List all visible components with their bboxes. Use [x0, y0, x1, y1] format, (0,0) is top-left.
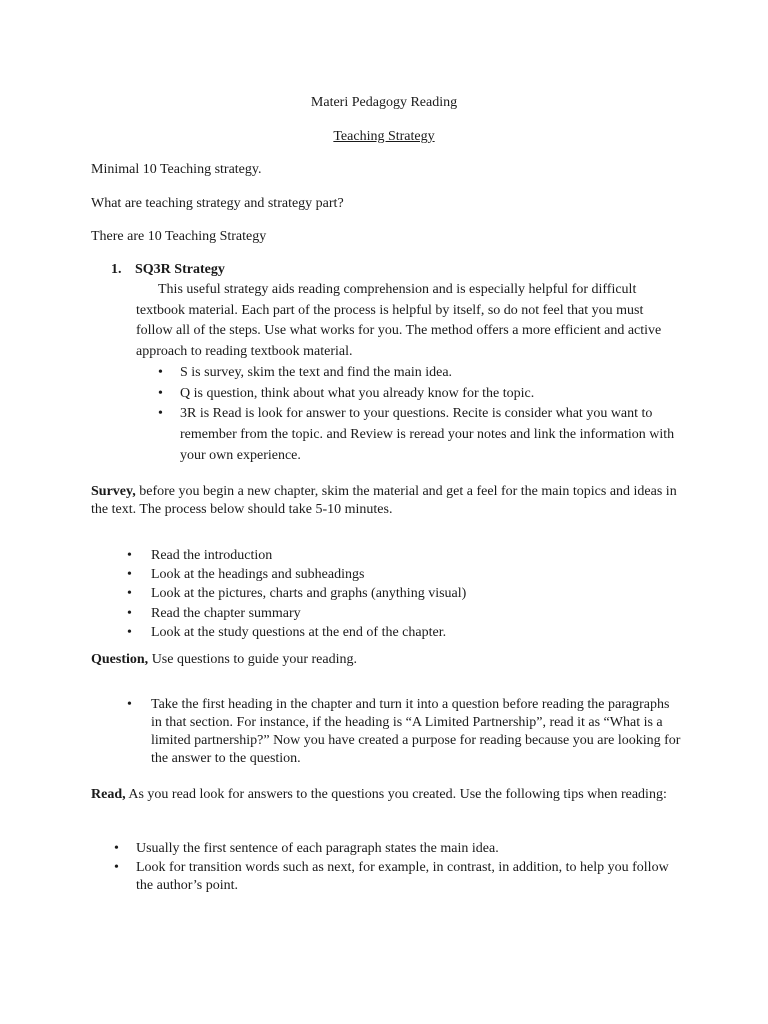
- list-item: [127, 565, 671, 584]
- bullet-icon: •: [127, 624, 132, 640]
- read-paragraph: [91, 786, 681, 804]
- list-item: [158, 363, 680, 384]
- sq3r-bullet-list: [158, 363, 680, 467]
- read-text: As you read look for answers to the questions you created. Use the following tips when reading:: [125, 787, 667, 802]
- question-paragraph: [91, 651, 681, 669]
- strategy-heading: [111, 261, 225, 279]
- list-item-text: Q is question, think about what you already know for the topic.: [180, 385, 535, 401]
- survey-text: before you begin a new chapter, skim the material and get a feel for the main topics and ideas in the text. The process below should take 5-10 minutes.: [91, 484, 677, 517]
- list-item-text: Read the introduction: [151, 548, 273, 563]
- bullet-icon: •: [114, 841, 119, 856]
- survey-paragraph: [91, 483, 681, 519]
- intro-line-1: Minimal 10 Teaching strategy.: [91, 162, 262, 177]
- document-title: Materi Pedagogy Reading: [310, 95, 458, 110]
- list-item-text: Take the first heading in the chapter and turn it into a question before reading the paragraphs in that section. For instance, if the heading is “A Limited Partnership”, read it as “What is a limited partnership?” Now you have created a purpose for reading because you are looking for the answer to the question.: [151, 697, 681, 766]
- list-item: [127, 623, 671, 642]
- document-subtitle: Teaching Strategy: [333, 129, 435, 144]
- read-bullet-list: [114, 840, 681, 896]
- list-item-text: Read the chapter summary: [151, 605, 301, 621]
- strategy-number: 1.: [111, 262, 122, 277]
- bullet-icon: •: [127, 567, 132, 583]
- bullet-icon: •: [158, 365, 163, 380]
- question-label: Question,: [91, 652, 149, 667]
- list-item-text: S is survey, skim the text and find the main idea.: [180, 365, 453, 380]
- list-item: [114, 840, 681, 858]
- list-item-text: Look at the study questions at the end of the chapter.: [151, 624, 447, 640]
- question-bullet-list: [127, 696, 681, 768]
- list-item-text: Look for transition words such as next, for example, in contrast, in addition, to help you follow the author’s point.: [136, 860, 669, 893]
- list-item: [114, 859, 681, 895]
- list-item: [127, 584, 671, 603]
- list-item-text: Look at the pictures, charts and graphs (anything visual): [151, 586, 467, 602]
- list-item: [127, 696, 681, 768]
- list-item-text: Look at the headings and subheadings: [151, 567, 365, 583]
- list-item-text: 3R is Read is look for answer to your questions. Recite is consider what you want to remember from the topic. and Review is reread your notes and link the information with your own experience.: [180, 406, 675, 463]
- bullet-icon: •: [127, 586, 132, 602]
- list-item: [158, 404, 680, 466]
- list-item: [127, 604, 671, 623]
- bullet-icon: •: [127, 697, 132, 712]
- list-item: [127, 546, 671, 565]
- list-item-text: Usually the first sentence of each paragraph states the main idea.: [136, 841, 499, 856]
- strategy-description: This useful strategy aids reading comprehension and is especially helpful for difficult textbook material. Each part of the process is helpful by itself, so do not feel that you must follow all of the steps. Use what works for you. The method offers a more efficient and active approach to reading textbook material.: [136, 282, 662, 360]
- survey-label: Survey,: [91, 484, 136, 499]
- bullet-icon: •: [158, 385, 163, 401]
- strategy-title: SQ3R Strategy: [135, 262, 225, 277]
- list-item: [158, 384, 680, 405]
- bullet-icon: •: [158, 406, 163, 422]
- read-label: Read,: [91, 787, 126, 802]
- survey-bullet-list: [127, 546, 671, 642]
- intro-line-2: What are teaching strategy and strategy part?: [91, 196, 344, 211]
- bullet-icon: •: [114, 860, 119, 875]
- question-text: Use questions to guide your reading.: [148, 652, 357, 667]
- intro-line-3: There are 10 Teaching Strategy: [91, 229, 267, 244]
- bullet-icon: •: [127, 605, 132, 621]
- bullet-icon: •: [127, 548, 132, 563]
